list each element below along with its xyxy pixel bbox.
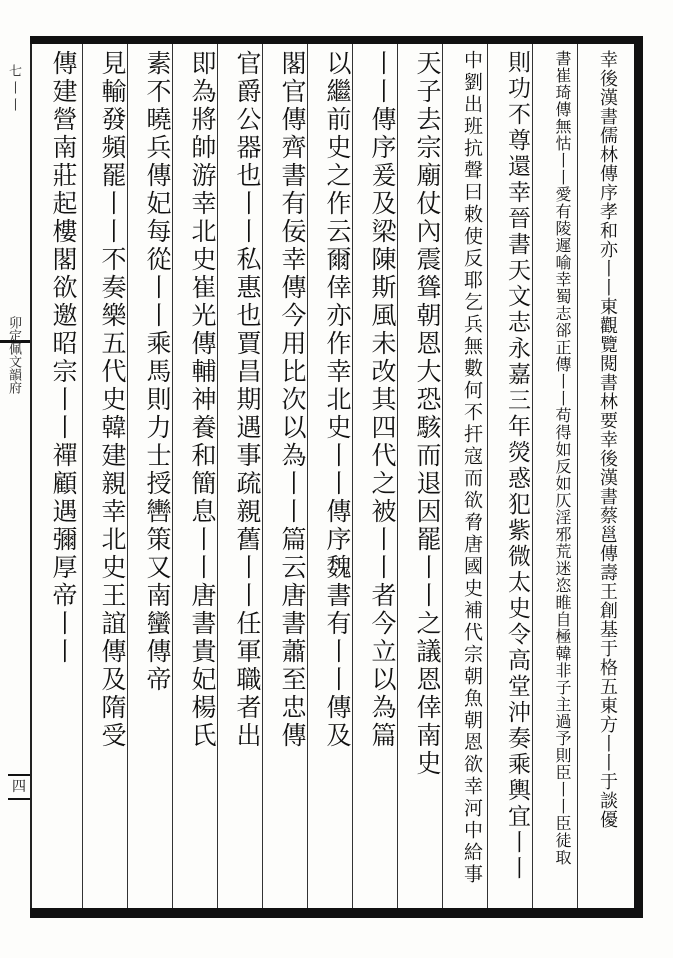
- text-column-13: 傳建營南莊起樓閣欲邀昭宗丨丨禪顧遇彌厚帝丨丨: [49, 50, 78, 666]
- text-column-10: 即為將帥游幸北史崔光傳輔神養和簡息丨丨唐書貴妃楊氏: [188, 50, 217, 750]
- text-column-5: 天子去宗廟仗內震聳朝恩大恐駭而退因罷丨丨之議恩倖南史: [413, 50, 442, 778]
- edge-title: 卯定佩文韻府: [6, 316, 21, 394]
- text-column-12: 見輸發頻罷丨丨不奏樂五代史韓建親幸北史王誼傳及隋受: [98, 50, 127, 750]
- page-margin: [0, 44, 30, 908]
- text-column-2: 書崔琦傳無怙丨丨愛有陵遲喻幸蜀志郤正傳丨丨苟得如反如仄淫邪荒迷恣睢自極韓非子主過予則臣丨丨臣徒取: [553, 50, 572, 866]
- text-column-9: 官爵公器也丨丨私惠也賈昌期遇事疏親舊丨丨任軍職者出: [233, 50, 262, 750]
- text-column-7: 以繼前史之作云爾倖亦作幸北史丨丨傳序魏書有丨丨傳及: [323, 50, 352, 750]
- frame-border-top: [30, 36, 642, 44]
- text-column-1: 幸後漢書儒林傳序孝和亦丨丨東觀覽閱書林要幸後漢書蔡邕傳壽王創基于格五東方丨丨于談優: [597, 50, 618, 829]
- page-folio: 四: [8, 774, 30, 800]
- frame-border-bottom: [30, 908, 642, 918]
- text-column-8: 閣官傳齊書有佞幸傳今用比次以為丨丨篇云唐書蕭至忠傳: [278, 50, 307, 750]
- frame-border-right: [634, 36, 643, 918]
- text-column-11: 素不曉兵傳妃每從丨丨乘馬則力士授轡策又南蠻傳帝: [143, 50, 172, 694]
- frame-border-left: [30, 44, 32, 908]
- text-column-6: 丨丨傳序爰及梁陳斯風未改其四代之被丨丨者今立以為篇: [368, 50, 397, 750]
- text-column-4: 中劉出班抗聲曰敕使反耶乞兵無數何不扞寇而欲脅唐國史補代宗朝魚朝恩欲幸河中給事: [461, 50, 483, 886]
- edge-text-top: 七 丨 丨: [6, 64, 21, 112]
- text-column-3: 則功不尊還幸晉書天文志永嘉三年熒惑犯紫微太史令高堂沖奏乘輿宜丨丨: [504, 50, 530, 882]
- column-rule: [82, 44, 83, 908]
